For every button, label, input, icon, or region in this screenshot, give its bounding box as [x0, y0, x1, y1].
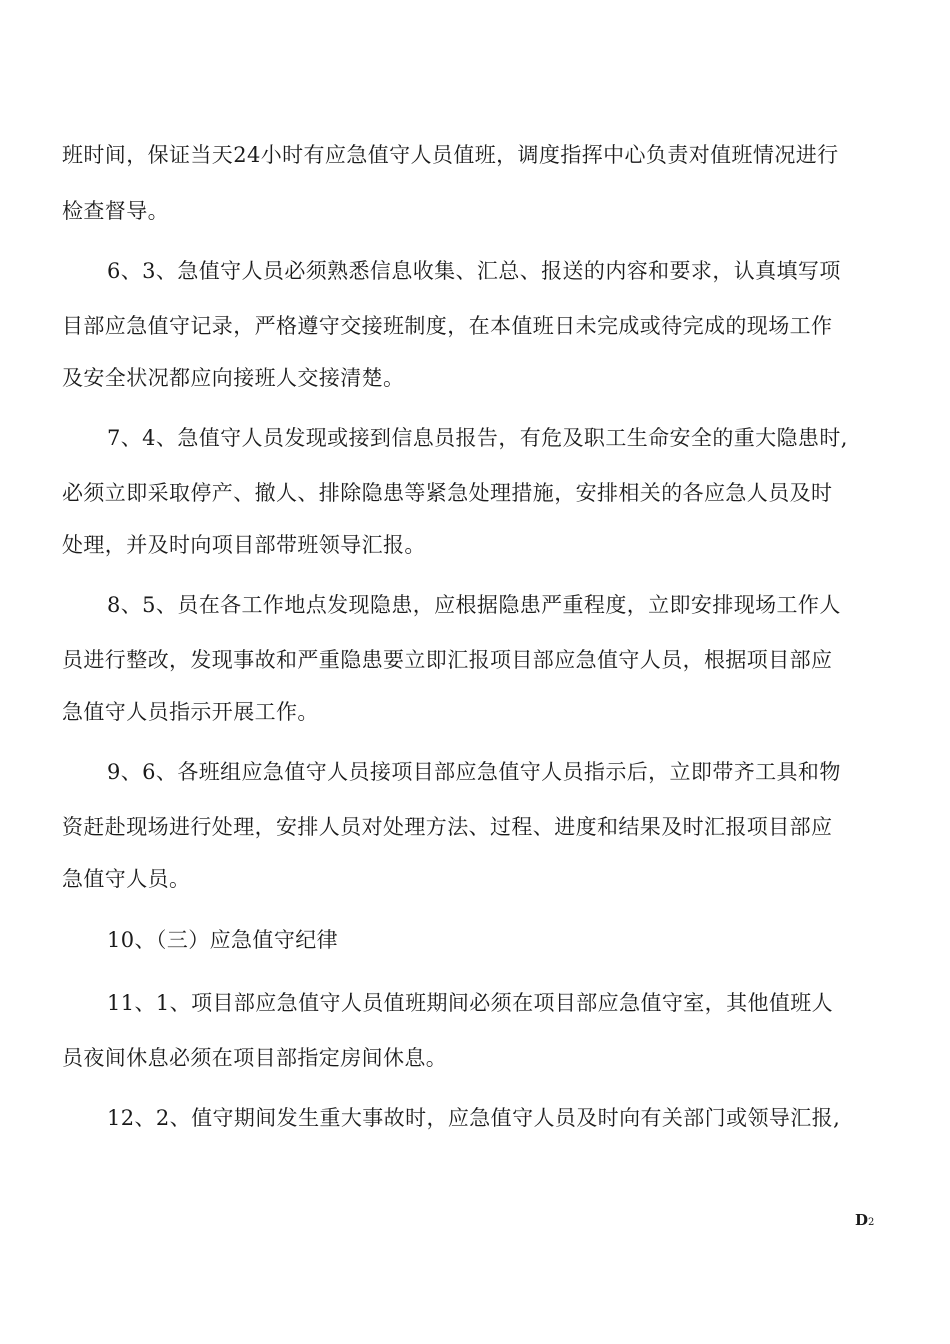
text-line-5: 及安全状况都应向接班人交接清楚。: [62, 366, 405, 390]
page-number: [855, 1210, 874, 1233]
page-number-digit: 2: [868, 1217, 875, 1228]
text-line-17: 员夜间休息必须在项目部指定房间休息。: [62, 1046, 448, 1070]
text-line-11: 急值守人员指示开展工作。: [62, 700, 319, 724]
text-line-8: 处理，并及时向项目部带班领导汇报。: [62, 533, 426, 557]
text-line-2: 检查督导。: [62, 199, 169, 223]
text-line-10: 员进行整改，发现事故和严重隐患要立即汇报项目部应急值守人员，根据项目部应: [62, 648, 833, 672]
text-line-6: 7、4、急值守人员发现或接到信息员报告，有危及职工生命安全的重大隐患时,: [107, 426, 848, 450]
section-heading: 10、（三）应急值守纪律: [107, 928, 339, 952]
text-line-3: 6、3、急值守人员必须熟悉信息收集、汇总、报送的内容和要求，认真填写项: [107, 259, 841, 283]
text-line-1: 班时间，保证当天24小时有应急值守人员值班，调度指挥中心负责对值班情况进行: [62, 143, 839, 167]
text-line-16: 11、1、项目部应急值守人员值班期间必须在项目部应急值守室，其他值班人: [107, 991, 834, 1015]
text-line-13: 资赶赴现场进行处理，安排人员对处理方法、过程、进度和结果及时汇报项目部应: [62, 815, 833, 839]
text-line-4: 目部应急值守记录，严格遵守交接班制度，在本值班日未完成或待完成的现场工作: [62, 314, 833, 338]
text-line-12: 9、6、各班组应急值守人员接项目部应急值守人员指示后，立即带齐工具和物: [107, 760, 841, 784]
page-number-letter: D: [855, 1211, 869, 1229]
text-line-9: 8、5、员在各工作地点发现隐患，应根据隐患严重程度，立即安排现场工作人: [107, 593, 841, 617]
text-line-7: 必须立即采取停产、撤人、排除隐患等紧急处理措施，安排相关的各应急人员及时: [62, 481, 833, 505]
text-line-18: 12、2、值守期间发生重大事故时，应急值守人员及时向有关部门或领导汇报,: [107, 1106, 841, 1130]
text-line-14: 急值守人员。: [62, 867, 191, 891]
